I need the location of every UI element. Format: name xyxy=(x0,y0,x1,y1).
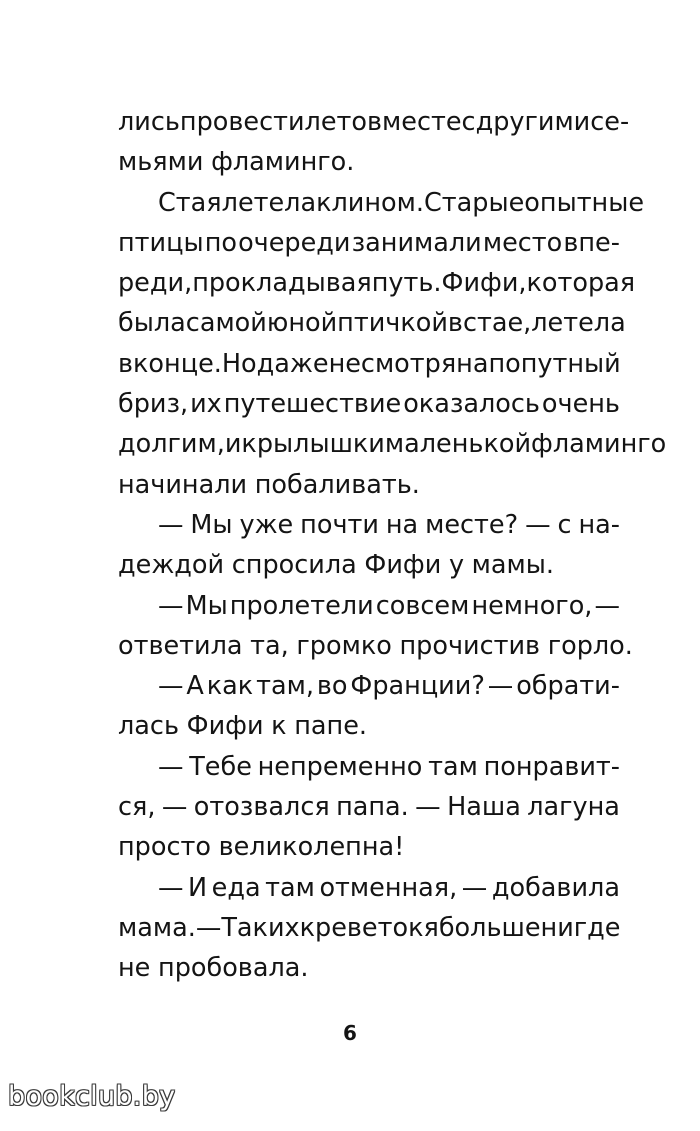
word: там xyxy=(265,872,315,903)
word: великолепна! xyxy=(218,832,405,863)
word: во xyxy=(316,671,348,702)
word: — xyxy=(594,590,620,621)
page-body-text xyxy=(118,102,667,989)
word: — xyxy=(158,509,184,540)
text-line xyxy=(118,747,620,787)
word: реди, xyxy=(118,268,193,299)
text-line xyxy=(118,787,620,827)
word: фламинго xyxy=(531,429,667,460)
word: А xyxy=(186,671,204,702)
word: фламинго. xyxy=(211,147,355,178)
word: побаливать. xyxy=(254,469,420,500)
word: Мы xyxy=(190,509,233,540)
word: Таких xyxy=(221,912,300,943)
word: папе. xyxy=(294,711,367,742)
word: на xyxy=(456,348,489,379)
word: громко xyxy=(296,630,392,661)
word: там xyxy=(428,751,478,782)
word: просто xyxy=(118,832,211,863)
word: Старые xyxy=(424,187,525,218)
word: нигде xyxy=(540,912,621,943)
text-line xyxy=(118,344,620,384)
word: папа. xyxy=(336,792,409,823)
word: Но xyxy=(221,348,257,379)
watermark-text: bookclub.by xyxy=(8,1081,176,1112)
word: пробовала. xyxy=(158,953,309,984)
word: была xyxy=(118,308,186,339)
text-line xyxy=(118,827,620,867)
word: очереди xyxy=(238,227,351,258)
word: — xyxy=(415,792,441,823)
word: и xyxy=(224,429,242,460)
word: мама. xyxy=(118,912,196,943)
word: опытные xyxy=(524,187,645,218)
word: — xyxy=(461,872,488,903)
word: юной xyxy=(266,308,338,339)
page-number: 6 xyxy=(343,1021,357,1045)
word: другими xyxy=(475,107,591,137)
word: се- xyxy=(590,107,630,137)
word: Фифи xyxy=(186,711,264,742)
text-line xyxy=(118,183,645,223)
word: — xyxy=(525,509,551,540)
word: понравит- xyxy=(483,751,620,782)
word: я xyxy=(423,912,439,943)
word: на xyxy=(385,509,419,540)
word: с xyxy=(557,509,572,540)
text-line xyxy=(118,626,633,666)
word: та, xyxy=(250,630,289,661)
word: ответила xyxy=(118,630,243,661)
text-line xyxy=(118,223,620,263)
word: совсем xyxy=(375,590,470,621)
word: отменная, xyxy=(319,872,458,903)
word: там, xyxy=(256,671,314,702)
word: больше xyxy=(438,912,541,943)
word: летела xyxy=(531,308,626,339)
word: И xyxy=(188,872,208,903)
word: лись xyxy=(118,107,180,137)
word: крылышки xyxy=(241,429,385,460)
word: впе- xyxy=(563,227,620,258)
word: даже xyxy=(256,348,329,379)
text-line xyxy=(118,303,626,343)
word: вместе xyxy=(367,107,462,137)
word: Мы xyxy=(185,590,228,621)
text-line xyxy=(118,465,620,505)
word: место xyxy=(482,227,563,258)
word: клином. xyxy=(316,187,424,218)
word: обрати- xyxy=(516,671,620,702)
text-line xyxy=(118,102,630,142)
word: конце. xyxy=(133,348,222,379)
word: их xyxy=(190,389,222,420)
word: Наша xyxy=(447,792,521,823)
text-line xyxy=(118,424,667,464)
word: креветок xyxy=(299,912,424,943)
text-line xyxy=(118,948,620,988)
word: очень xyxy=(541,389,620,420)
word: птицы xyxy=(118,227,204,258)
word: Тебе xyxy=(189,751,252,782)
word: ся, xyxy=(118,792,156,823)
word: — xyxy=(487,671,514,702)
word: непременно xyxy=(257,751,423,782)
word: спросила xyxy=(231,550,357,581)
word: не xyxy=(118,953,151,984)
word: Стая xyxy=(158,187,222,218)
word: путь. xyxy=(371,268,442,299)
word: маленькой xyxy=(384,429,532,460)
word: почти xyxy=(300,509,379,540)
word: — xyxy=(161,792,188,823)
text-line xyxy=(118,666,620,706)
word: месте? xyxy=(425,509,519,540)
word: занимали xyxy=(351,227,482,258)
word: Фифи xyxy=(364,550,442,581)
word: самой xyxy=(185,308,267,339)
word: — xyxy=(158,590,184,621)
word: стае, xyxy=(462,308,532,339)
word: деждой xyxy=(118,550,225,581)
text-line xyxy=(118,505,620,545)
text-line xyxy=(118,384,620,424)
word: Фифи, xyxy=(441,268,527,299)
word: прочистив xyxy=(399,630,541,661)
word: мамы. xyxy=(471,550,555,581)
word: в xyxy=(118,348,134,379)
word: лето xyxy=(304,107,367,137)
word: несмотря xyxy=(328,348,457,379)
word: путешествие xyxy=(223,389,402,420)
word: с xyxy=(461,107,476,137)
text-line xyxy=(118,263,636,303)
word: на- xyxy=(578,509,620,540)
word: летела xyxy=(221,187,317,218)
word: по xyxy=(204,227,237,258)
word: у xyxy=(448,550,465,581)
word: пролетели xyxy=(229,590,374,621)
word: отозвался xyxy=(193,792,330,823)
text-line xyxy=(118,706,620,746)
word: горло. xyxy=(547,630,633,661)
text-line xyxy=(118,142,620,182)
text-line xyxy=(118,868,620,908)
word: уже xyxy=(239,509,294,540)
word: которая xyxy=(526,268,636,299)
word: — xyxy=(158,671,184,702)
word: бриз, xyxy=(118,389,189,420)
word: добавила xyxy=(491,872,620,903)
word: провести xyxy=(179,107,305,137)
word: как xyxy=(206,671,254,702)
text-line xyxy=(118,545,620,585)
word: еда xyxy=(211,872,261,903)
text-line xyxy=(118,908,620,948)
word: долгим, xyxy=(118,429,225,460)
word: начинали xyxy=(118,469,248,500)
word: — xyxy=(195,912,222,943)
word: лась xyxy=(118,711,179,742)
word: птичкой xyxy=(337,308,448,339)
word: — xyxy=(158,872,184,903)
word: прокладывая xyxy=(192,268,372,299)
word: оказалось xyxy=(403,389,540,420)
word: немного, xyxy=(471,590,593,621)
word: попутный xyxy=(488,348,621,379)
word: — xyxy=(158,751,184,782)
word: к xyxy=(271,711,287,742)
text-line xyxy=(118,586,620,626)
word: мьями xyxy=(118,147,204,178)
word: лагуна xyxy=(527,792,620,823)
word: Франции? xyxy=(350,671,485,702)
word: в xyxy=(447,308,463,339)
